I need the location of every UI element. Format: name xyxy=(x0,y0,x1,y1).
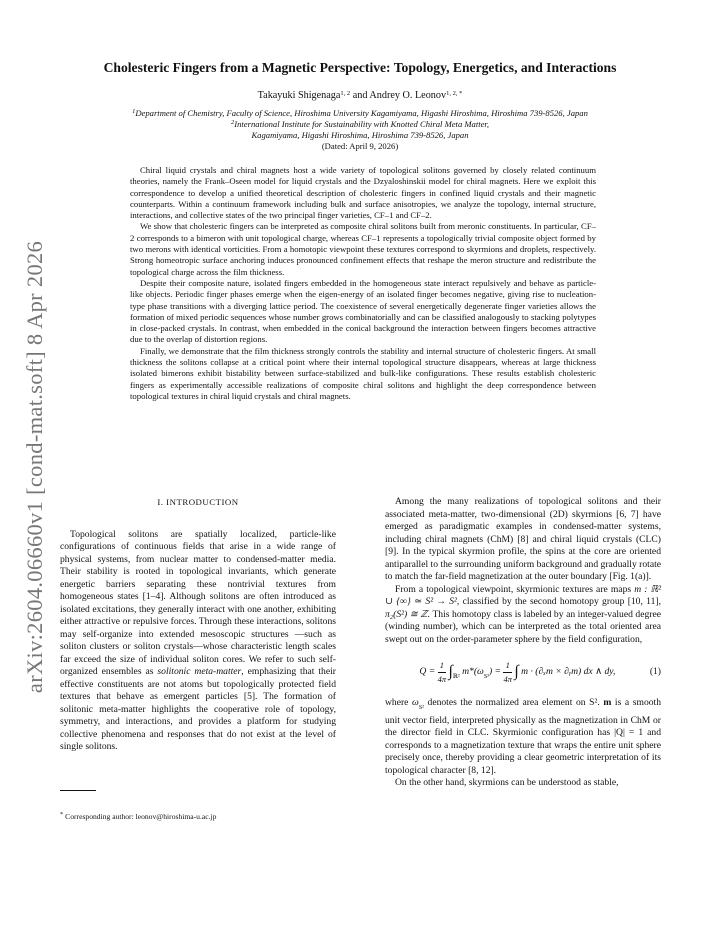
abstract xyxy=(130,165,596,402)
abstract-paragraph: Finally, we demonstrate that the film thickness strongly controls the stability and internal structure of cholesteric fingers. At small thickness the solitons collapse at a critical point where their internal topological structure disappears, whereas at large thickness isolated bimerons exhibit bistability between surface-stabilized and bulk-like configurations. These results establish cholesteric fingers as experimentally accessible realizations of composite chiral solitons and highlight the deep correspondence between topological textures in chiral liquid crystals and chiral magnets. xyxy=(130,345,596,401)
math-inline: m : ℝ² ∪ {∞} ≃ S² → S² xyxy=(385,583,661,607)
paragraph-text: Topological solitons are spatially localized, particle-like configurations of continuous fields that arise in a wide range of physical systems, from nuclear matter to condensed-matter media. Their stability is rooted in topological invariants, which generate energetic barriers separating these nontrivial textures from homogeneous states [1–4]. Although solitons are often introduced as isolated excitations, they generally interact with one another, exhibiting either attractive or repulsive forces. Through these interactions, solitons may self-organize into extended mesoscopic structures —such as soliton clusters or soliton crystals—whose characteristic length scales far exceed the size of individual soliton cores. We refer to such self-organized ensembles as xyxy=(60,528,336,677)
author-name: Takayuki Shigenaga xyxy=(257,90,341,101)
equation-term: ) = xyxy=(488,666,502,678)
affiliation-1 xyxy=(60,108,660,119)
body-paragraph xyxy=(385,697,661,777)
affiliation-2 xyxy=(60,119,660,130)
paragraph-text: is a smooth unit vector field, interpreted physically as the magnetization in ChM or the director field in CLC. Skyrmionic configuration has |Q| = 1 and corresponds to a magnetization texture that wraps the entire unit sphere precisely once, thereby providing a clear geometric interpretation of its topological character [8, 12]. xyxy=(385,697,662,776)
arxiv-sidebar-stamp xyxy=(22,232,48,702)
footnote-text: Corresponding author: leonov@hiroshima-u.ac.jp xyxy=(65,812,217,821)
integral-domain: ℝ² xyxy=(452,674,460,681)
fraction xyxy=(503,659,512,685)
paragraph-text: , classified by the second homotopy group [10, 11], xyxy=(456,596,661,607)
integral-sign: ∫ xyxy=(514,662,519,680)
math-subscript: S² xyxy=(418,705,424,711)
paragraph-text: denotes the normalized area element on S². xyxy=(423,697,604,708)
integral-sign: ∫ xyxy=(448,662,453,680)
fraction xyxy=(438,659,447,685)
abstract-paragraph: We show that cholesteric fingers can be interpreted as composite chiral solitons built from meronic constituents. In particular, CF–2 corresponds to a bimeron with unit topological charge, whereas CF–1 represents a topologically trivial composite object formed by two merons with identical vorticities. From a homotopic viewpoint these textures correspond to skyrmions and droplets, respectively. Strong homeotropic surface anchoring induces pronounced confinement effects that reshape the meron structure and redistribute the topological charge across the film thickness. xyxy=(130,221,596,277)
fraction-denominator: 4π xyxy=(437,673,447,684)
abstract-paragraph: Despite their composite nature, isolated fingers embedded in the homogeneous state interact repulsively and behave as particle-like objects. Periodic finger phases emerge when the eigen-energy of an isolated finger becomes negative, giving rise to nucleation-type phase transitions with a diverging lattice period. The coexistence of several energetically degenerate finger varieties allows the formation of mixed periodic sequences whose number grows combinatorially and can be classified analogously to stacking polytypes in close-packed crystals. In contrast, when embedded in the conical background the interaction between fingers becomes attractive due to the overlap of distortion regions. xyxy=(130,277,596,345)
fraction-numerator: 1 xyxy=(503,659,512,673)
math-inline: π₂(S²) ≅ ℤ xyxy=(385,608,428,620)
equation-1 xyxy=(385,659,661,685)
equation-term: m · (∂ₓm × ∂ᵧm) dx ∧ dy, xyxy=(521,666,616,678)
arxiv-identifier: arXiv:2604.06660v1 [cond-mat.soft] 8 Apr 2026 xyxy=(22,240,47,694)
equation-body xyxy=(385,659,650,685)
body-paragraph: On the other hand, skyrmions can be understood as stable, xyxy=(395,777,619,788)
author-conjunction: and xyxy=(352,90,368,101)
section-heading: I. INTRODUCTION xyxy=(157,497,239,507)
equation-lhs: Q = xyxy=(419,666,436,678)
body-paragraph xyxy=(385,584,661,647)
affiliations xyxy=(60,108,660,152)
abstract-paragraph: Chiral liquid crystals and chiral magnets host a wide variety of topological solitons governed by closely related continuum theories, namely the Frank–Oseen model for liquid crystals and the Dzyaloshinskii model for chiral magnets. Here we exploit this correspondence to develop a unified theoretical description of cholesteric fingers in confined liquid crystals and their magnetic counterparts. Within a continuum framework including bulk and surface anisotropies, we analyze the topology, internal structure, interactions, and collective states of the two principal finger varieties, CF–1 and CF–2. xyxy=(130,165,596,221)
paragraph-text: where xyxy=(385,697,413,708)
affiliation-marker: 1 xyxy=(132,108,136,115)
footnote xyxy=(60,812,336,821)
paragraph-text: . This homotopy class is labeled by an integer-valued degree (winding number), which can be interpreted as the total oriented area swept out on the order-parameter sphere by the field configuration, xyxy=(385,608,661,645)
paragraph-text: From a topological viewpoint, skyrmionic textures are maps xyxy=(395,583,635,595)
left-column xyxy=(60,496,336,754)
equation-number: (1) xyxy=(649,665,661,677)
fraction-denominator: 4π xyxy=(503,673,512,684)
body-paragraph: Among the many realizations of topological solitons and their associated meta-matter, two-dimensional (2D) skyrmions [6, 7] have emerged as paradigmatic examples in condensed-matter systems, including chiral magnets (ChM) [8] and chiral liquid crystals (CLC) [9]. In the typical skyrmion profile, the spins at the core are oriented antiparallel to the surrounding uniform background and gradually rotate to match the far-field magnetization at the outer boundary [Fig. 1(a)]. xyxy=(385,496,662,582)
footnote-rule xyxy=(60,790,96,791)
author-line xyxy=(60,90,660,101)
paper-title: Cholesteric Fingers from a Magnetic Perspective: Topology, Energetics, and Interactions xyxy=(103,60,617,75)
author-affiliation-marker: 1, 2, * xyxy=(446,90,463,97)
affiliation-2-address: Kagamiyama, Higashi Hiroshima, Hiroshima 739-8526, Japan xyxy=(251,130,469,140)
author-name: Andrey O. Leonov xyxy=(369,90,447,101)
date-line: (Dated: April 9, 2026) xyxy=(321,141,399,151)
affiliation-text: Department of Chemistry, Faculty of Science, Hiroshima University Kagamiyama, Higashi Hiroshima, Hiroshima 739-8526, Japan xyxy=(135,108,588,118)
emphasized-term: solitonic meta-matter xyxy=(157,666,242,677)
affiliation-marker: 2 xyxy=(231,119,235,126)
equation-term: m*(ω xyxy=(462,666,484,678)
paragraph-text: , emphasizing that their effective constituents are not atoms but topologically protected field textures that behave as emergent particles [5]. The formation of solitonic meta-matter highlights the cooperative role of topology, symmetry, and interactions, and provides a platform for studying collective phenomena and responses that do not exist at the level of single solitons. xyxy=(60,666,336,752)
equation-subscript: S² xyxy=(483,674,489,681)
footnote-marker: * xyxy=(60,811,64,818)
math-vector: m xyxy=(603,697,612,708)
math-inline: ω xyxy=(412,697,419,708)
fraction-numerator: 1 xyxy=(438,659,447,673)
affiliation-text: International Institute for Sustainability with Knotted Chiral Meta Matter, xyxy=(234,119,489,129)
body-paragraph xyxy=(60,529,336,754)
right-column xyxy=(385,496,661,790)
author-affiliation-marker: 1, 2 xyxy=(340,90,351,97)
